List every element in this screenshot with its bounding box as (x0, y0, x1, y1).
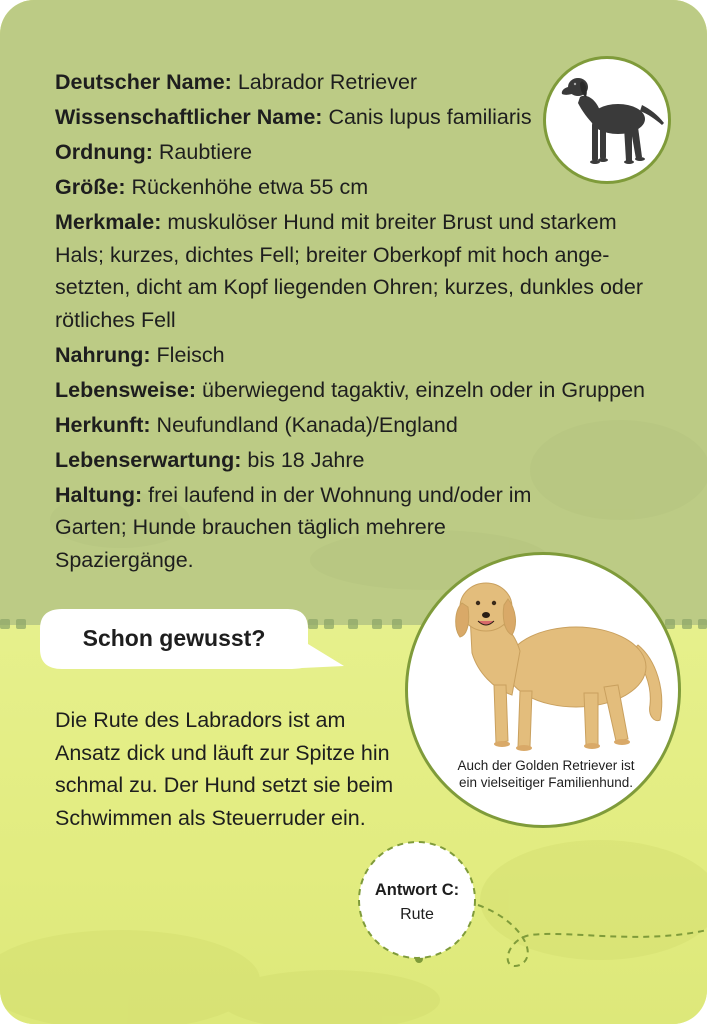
fact-key: Nahrung: (55, 342, 151, 367)
fact-value: muskulöser Hund mit breiter Brust und starkem Hals; kurzes, dichtes Fell; breiter Oberkopf mit hoch angesetzten, dicht am Kopf liegenden Ohren; kurzes, dunkles oder rötliches Fell (55, 210, 644, 332)
fact-value: überwiegend tagaktiv, einzeln oder in Gruppen (201, 377, 646, 402)
answer-value: Rute (400, 906, 434, 923)
fact-key: Lebensweise: (55, 377, 196, 402)
fact-key: Größe: (55, 175, 126, 199)
answer-badge (356, 838, 478, 962)
fact-value: frei laufend in der Wohnung und/oder im Garten; Hunde brauchen täglich mehrere Spaziergänge. (55, 482, 532, 572)
fact-key: Ordnung: (55, 140, 153, 164)
fact-value: Canis lupus familiaris (328, 105, 532, 129)
did-you-know-title: Schon gewusst? (82, 625, 266, 651)
fact-value: Neufundland (Kanada)/England (156, 412, 458, 437)
did-you-know-text: Die Rute des Labradors ist am Ansatz dick und läuft zur Spitze hin schmal zu. Der Hund setzt sie beim Schwimmen als Steuerruder ein. (55, 708, 394, 830)
fact-key: Merkmale: (55, 210, 162, 234)
fact-key: Lebenserwartung: (55, 447, 242, 472)
fact-key: Deutscher Name: (55, 70, 232, 94)
fact-key: Wissenschaftlicher Name: (55, 105, 323, 129)
answer-label: Antwort C: (374, 881, 460, 899)
fact-value: Raubtiere (158, 140, 253, 164)
fact-value: bis 18 Jahre (247, 447, 365, 472)
fact-value: Fleisch (156, 342, 225, 367)
golden-retriever-image-frame (405, 552, 681, 828)
fact-key: Haltung: (55, 482, 143, 507)
fact-key: Herkunft: (55, 412, 151, 437)
golden-retriever-caption: Auch der Golden Retriever ist ein vielseitiger Familienhund. (457, 758, 635, 790)
fact-value: Labrador Retriever (237, 70, 418, 94)
fact-value: Rückenhöhe etwa 55 cm (131, 175, 369, 199)
